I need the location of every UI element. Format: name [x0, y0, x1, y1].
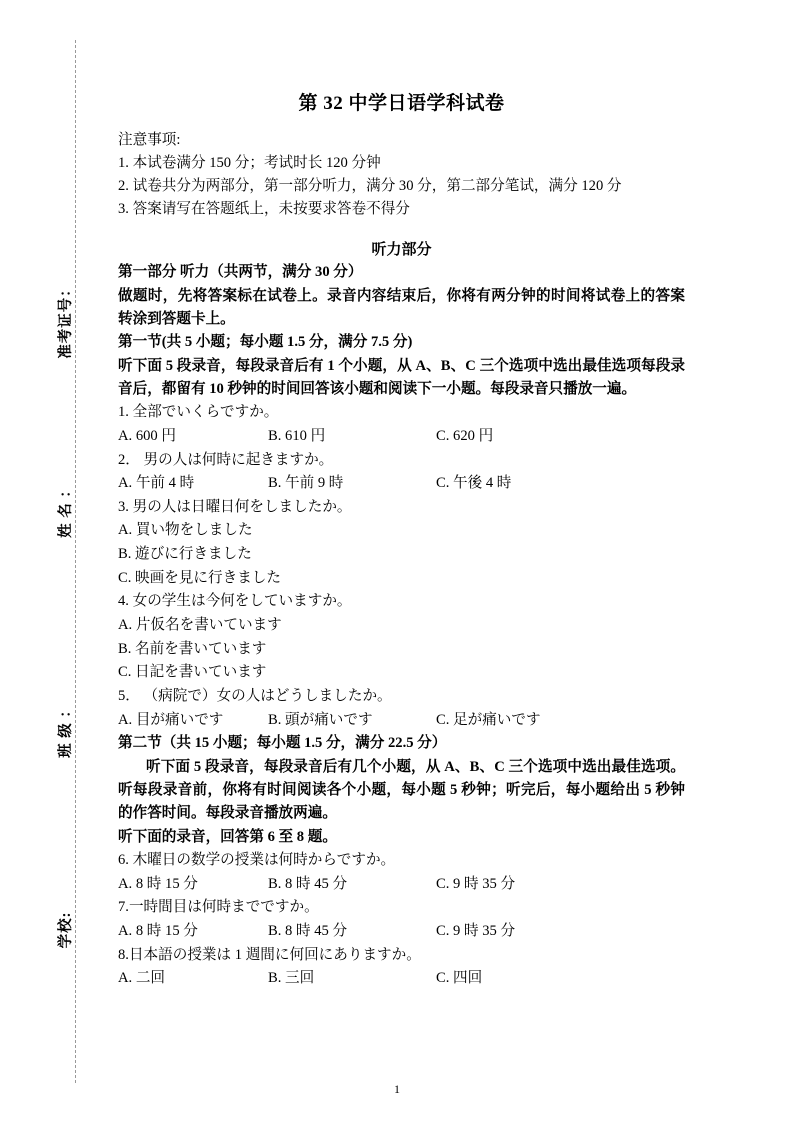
question-stem-3: 3. 男の人は日曜日何をしましたか。	[118, 498, 352, 515]
option-8-c: C. 四回	[436, 970, 483, 987]
option-2-a: A. 午前 4 時	[118, 475, 195, 492]
question-stem-8: 8.日本語の授業は 1 週間に何回にありますか。	[118, 946, 421, 963]
question-stem-6: 6. 木曜日の数学の授業は何時からですか。	[118, 851, 396, 868]
option-1-c: C. 620 円	[436, 427, 494, 444]
option-3-c: C. 映画を見に行きました	[118, 569, 281, 586]
page-title: 第 32 中学日语学科试卷	[298, 93, 505, 114]
option-3-b: B. 遊びに行きました	[118, 546, 252, 563]
part1-sub1-heading: 第一节(共 5 小题；每小题 1.5 分，满分 7.5 分)	[118, 334, 413, 351]
document-body	[118, 88, 685, 991]
side-label-name: 姓 名 ：	[58, 482, 74, 538]
option-8-b: B. 三回	[268, 970, 315, 987]
question-stem-7: 7.一時間目は何時までですか。	[118, 899, 319, 916]
part1-sub2-heading: 第二节（共 15 小题；每小题 1.5 分，满分 22.5 分）	[118, 735, 447, 752]
option-5-a: A. 目が痛いです	[118, 711, 224, 728]
question-options-2	[118, 472, 685, 496]
question-stem-5: 5． （病院で）女の人はどうしましたか。	[118, 687, 392, 704]
option-1-b: B. 610 円	[268, 427, 326, 444]
option-2-b: B. 午前 9 時	[268, 475, 344, 492]
option-7-c: C. 9 時 35 分	[436, 922, 516, 939]
notice-item-2: 2. 试卷共分为两部分，第一部分听力，满分 30 分，第二部分笔试，满分 120 分	[118, 178, 622, 195]
part1-sub2-subheading: 听下面的录音，回答第 6 至 8 题。	[118, 828, 337, 845]
notice-item-3: 3. 答案请写在答题纸上，未按要求答卷不得分	[118, 201, 410, 218]
option-7-b: B. 8 時 45 分	[268, 922, 348, 939]
option-4-c: C. 日記を書いています	[118, 664, 267, 681]
option-5-b: B. 頭が痛いです	[268, 711, 373, 728]
side-label-school: 学校:	[58, 911, 74, 949]
option-6-c: C. 9 時 35 分	[436, 875, 516, 892]
part1-instruction: 做题时，先将答案标在试卷上。录音内容结束后，你将有两分钟的时间将试卷上的答案转涂到答题卡上。	[118, 287, 685, 327]
question-stem-1: 1. 全部でいくらですか。	[118, 404, 279, 421]
binding-dashed-line	[75, 40, 76, 1083]
part1-sub1-instruction: 听下面 5 段录音，每段录音后有 1 个小题，从 A、B、C 三个选项中选出最佳选项每段录音后，都留有 10 秒钟的时间回答该小题和阅读下一小题。每段录音只播放一遍。	[118, 357, 685, 397]
option-3-a: A. 買い物をしました	[118, 522, 253, 539]
section-title-listening: 听力部分	[371, 242, 432, 259]
spacer	[118, 221, 685, 234]
option-4-a: A. 片仮名を書いています	[118, 617, 282, 634]
question-stem-4: 4. 女の学生は今何をしていますか。	[118, 593, 352, 610]
question-stem-2: 2． 男の人は何時に起きますか。	[118, 451, 334, 468]
option-5-c: C. 足が痛いです	[436, 711, 541, 728]
option-1-a: A. 600 円	[118, 427, 176, 444]
option-6-a: A. 8 時 15 分	[118, 875, 198, 892]
notice-heading: 注意事项:	[118, 132, 181, 148]
part1-sub2-instruction: 听下面 5 段录音，每段录音后有几个小题，从 A、B、C 三个选项中选出最佳选项。听每段录音前，你将有时间阅读各个小题，每小题 5 秒钟；听完后，每小题给出 5 秒钟的作答时间。每段录音播放两遍。	[118, 758, 685, 822]
side-label-class: 班 级 ：	[58, 702, 74, 758]
option-4-b: B. 名前を書いています	[118, 640, 267, 657]
notice-item-1: 1. 本试卷满分 150 分；考试时长 120 分钟	[118, 155, 381, 172]
page-number: 1	[394, 1082, 400, 1096]
part1-heading: 第一部分 听力（共两节，满分 30 分）	[118, 264, 363, 281]
side-label-exam-number: 准考证号：	[58, 281, 74, 359]
question-options-1	[118, 425, 685, 449]
question-options-6	[118, 873, 685, 897]
option-8-a: A. 二回	[118, 970, 166, 987]
option-6-b: B. 8 時 45 分	[268, 875, 348, 892]
question-options-5	[118, 709, 685, 733]
side-label-group	[20, 40, 74, 1080]
question-options-8	[118, 967, 685, 991]
option-7-a: A. 8 時 15 分	[118, 922, 198, 939]
option-2-c: C. 午後 4 時	[436, 475, 512, 492]
question-options-7	[118, 920, 685, 944]
